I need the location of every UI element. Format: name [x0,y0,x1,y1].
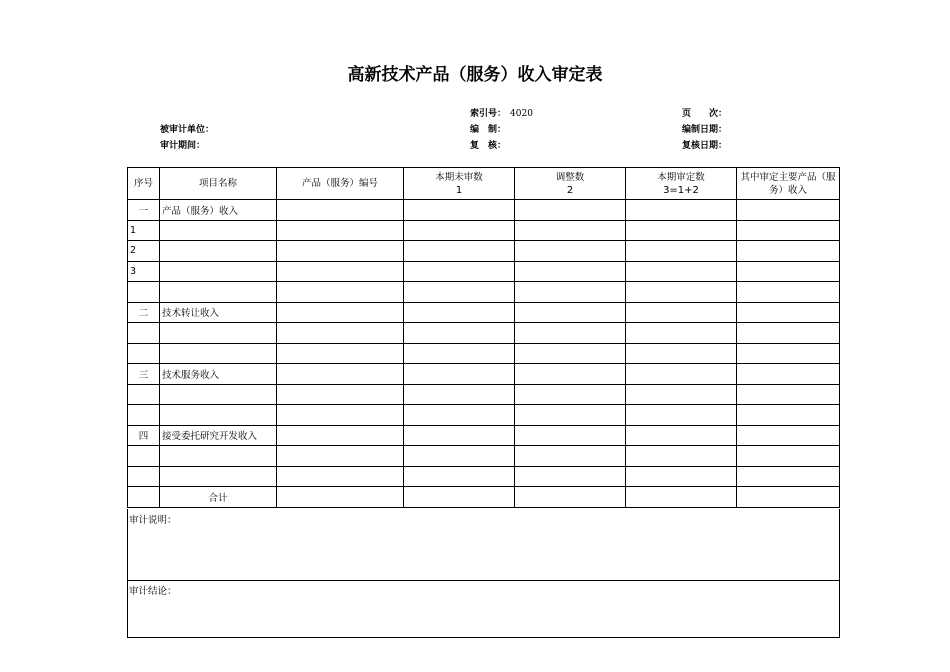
index-number-label: 索引号： [470,109,507,119]
table-row [128,200,840,221]
row-adjust-cell[interactable] [515,405,626,426]
row-main-cell[interactable] [737,384,840,405]
row-adjust-cell[interactable] [515,343,626,364]
row-seq: 2 [128,241,160,262]
col-header-adjust [515,168,626,200]
row-code-cell[interactable] [277,364,404,385]
row-seq [128,323,160,344]
table-row [128,405,840,426]
row-item-name [160,405,277,426]
row-main-cell[interactable] [737,466,840,487]
prepared-date-label: 编制日期： [682,125,728,135]
row-seq: 二 [128,302,160,323]
document-title: 高新技术产品（服务）收入审定表 [347,65,603,85]
col-header-audited-number: 3=1+2 [663,184,699,196]
table-row [128,323,840,344]
table-row [128,384,840,405]
row-seq [128,446,160,467]
row-unaudited-cell[interactable] [404,241,515,262]
row-audited-cell[interactable] [626,220,737,241]
row-audited-cell[interactable] [626,302,737,323]
row-audited-cell[interactable] [626,282,737,303]
row-code-cell[interactable] [277,446,404,467]
row-seq [128,282,160,303]
row-item-name: 产品（服务）收入 [160,200,277,221]
row-unaudited-cell[interactable] [404,261,515,282]
row-main-cell[interactable] [737,343,840,364]
row-item-name [160,220,277,241]
table-row [128,425,840,446]
row-code-cell[interactable] [277,323,404,344]
row-code-cell[interactable] [277,241,404,262]
row-audited-cell[interactable] [626,241,737,262]
row-unaudited-cell[interactable] [404,200,515,221]
col-header-unaudited [404,168,515,200]
row-seq [128,405,160,426]
table-row [128,282,840,303]
col-header-audited-label: 本期审定数 [657,171,705,183]
row-main-cell[interactable] [737,323,840,344]
row-item-name [160,261,277,282]
total-row [128,487,840,508]
row-main-cell[interactable] [737,425,840,446]
index-number [470,106,533,119]
table-row [128,302,840,323]
row-adjust-cell[interactable] [515,261,626,282]
reviewed-date-label: 复核日期： [682,141,728,151]
row-code-cell[interactable] [277,405,404,426]
row-adjust-cell[interactable] [515,425,626,446]
row-audited-cell[interactable] [626,364,737,385]
row-adjust-cell[interactable] [515,200,626,221]
row-adjust-cell[interactable] [515,466,626,487]
row-adjust-cell[interactable] [515,302,626,323]
row-audited-cell[interactable] [626,446,737,467]
table-row [128,241,840,262]
row-item-name [160,466,277,487]
row-main-cell[interactable] [737,302,840,323]
row-audited-cell[interactable] [626,200,737,221]
row-code-cell[interactable] [277,466,404,487]
total-seq-cell [128,487,160,508]
audit-table [127,167,840,508]
row-adjust-cell[interactable] [515,282,626,303]
row-unaudited-cell[interactable] [404,425,515,446]
row-unaudited-cell[interactable] [404,220,515,241]
row-unaudited-cell[interactable] [404,364,515,385]
row-audited-cell[interactable] [626,261,737,282]
row-item-name [160,446,277,467]
audit-conclusion-label: 审计结论： [129,586,177,597]
row-adjust-cell[interactable] [515,220,626,241]
table-header-row [128,168,840,200]
index-number-value: 4020 [510,109,533,119]
row-unaudited-cell[interactable] [404,282,515,303]
row-seq: 三 [128,364,160,385]
row-unaudited-cell[interactable] [404,446,515,467]
row-seq: 1 [128,220,160,241]
col-header-seq: 序号 [128,168,160,200]
total-label: 合计 [160,487,277,508]
row-unaudited-cell[interactable] [404,343,515,364]
col-header-code: 产品（服务）编号 [277,168,404,200]
row-unaudited-cell[interactable] [404,384,515,405]
row-adjust-cell[interactable] [515,241,626,262]
row-seq: 一 [128,200,160,221]
row-audited-cell[interactable] [626,343,737,364]
row-unaudited-cell[interactable] [404,466,515,487]
row-adjust-cell[interactable] [515,446,626,467]
col-header-unaudited-label: 本期未审数 [435,171,483,183]
audit-note-box[interactable] [127,509,840,581]
row-audited-cell[interactable] [626,405,737,426]
table-row [128,364,840,385]
row-unaudited-cell[interactable] [404,302,515,323]
row-adjust-cell[interactable] [515,323,626,344]
row-item-name [160,384,277,405]
row-unaudited-cell[interactable] [404,405,515,426]
reviewed-by-label: 复 核： [470,141,507,151]
total-code-cell[interactable] [277,487,404,508]
audited-unit-label: 被审计单位： [160,125,215,135]
col-header-audited [626,168,737,200]
row-item-name [160,343,277,364]
total-audited-cell[interactable] [626,487,737,508]
row-main-cell[interactable] [737,261,840,282]
row-adjust-cell[interactable] [515,384,626,405]
row-audited-cell[interactable] [626,384,737,405]
col-header-unaudited-number: 1 [455,184,463,196]
row-code-cell[interactable] [277,343,404,364]
page-number-label: 页 次： [682,109,728,119]
audit-conclusion-box[interactable] [127,580,840,638]
row-seq: 四 [128,425,160,446]
row-seq: 3 [128,261,160,282]
total-adjust-cell[interactable] [515,487,626,508]
col-header-adjust-label: 调整数 [555,171,585,183]
col-header-adjust-number: 2 [566,184,574,196]
row-code-cell[interactable] [277,425,404,446]
row-code-cell[interactable] [277,282,404,303]
row-audited-cell[interactable] [626,466,737,487]
row-item-name: 技术转让收入 [160,302,277,323]
total-unaudited-cell[interactable] [404,487,515,508]
col-header-main-income: 其中审定主要产品（服务）收入 [737,168,840,200]
row-code-cell[interactable] [277,261,404,282]
row-main-cell[interactable] [737,241,840,262]
col-header-item: 项目名称 [160,168,277,200]
audit-period-label: 审计期间： [160,141,206,151]
row-main-cell[interactable] [737,282,840,303]
prepared-by-label: 编 制： [470,125,507,135]
table-row [128,446,840,467]
total-main-cell[interactable] [737,487,840,508]
row-audited-cell[interactable] [626,425,737,446]
row-seq [128,343,160,364]
row-item-name [160,282,277,303]
row-item-name: 接受委托研究开发收入 [160,425,277,446]
row-main-cell[interactable] [737,364,840,385]
row-code-cell[interactable] [277,384,404,405]
row-audited-cell[interactable] [626,323,737,344]
row-code-cell[interactable] [277,302,404,323]
row-adjust-cell[interactable] [515,364,626,385]
row-main-cell[interactable] [737,446,840,467]
row-unaudited-cell[interactable] [404,323,515,344]
row-item-name: 技术服务收入 [160,364,277,385]
table-row [128,343,840,364]
table-row [128,261,840,282]
table-row [128,466,840,487]
audit-note-label: 审计说明： [129,515,177,526]
row-item-name [160,241,277,262]
row-seq [128,384,160,405]
row-main-cell[interactable] [737,405,840,426]
row-main-cell[interactable] [737,220,840,241]
row-seq [128,466,160,487]
table-row [128,220,840,241]
row-code-cell[interactable] [277,200,404,221]
row-code-cell[interactable] [277,220,404,241]
row-main-cell[interactable] [737,200,840,221]
row-item-name [160,323,277,344]
